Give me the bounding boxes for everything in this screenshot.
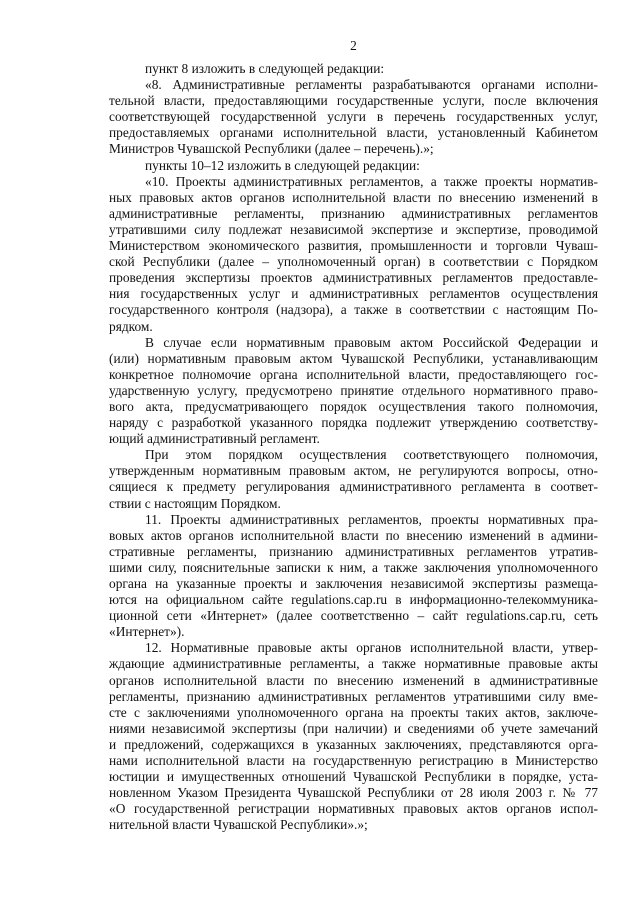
text-line: 11. Проекты административных регламентов, проекты нормативных пра- <box>145 511 598 527</box>
text-line: сте с заключениями уполномоченного органа на проекты таких актов, заключе- <box>109 704 598 720</box>
text-line: тельной власти, предоставляющими государственные услуги, после включения <box>109 93 598 109</box>
text-line: «8. Административные регламенты разрабатываются органами исполни- <box>145 77 598 93</box>
text-line: новленном Указом Президента Чувашской Республики от 28 июля 2003 г. № 77 <box>109 785 598 801</box>
text-line: сящиеся к предмету регулирования административного регламента в соответ- <box>109 479 598 495</box>
text-line: ударственную услугу, предусмотрено принятие отдельного нормативного право- <box>109 382 598 398</box>
document-body <box>109 61 598 834</box>
text-line: «Интернет»). <box>109 624 185 640</box>
text-line: вовых актов органов исполнительной власти по внесению изменений в админи- <box>109 527 598 543</box>
text-line: пункты 10–12 изложить в следующей редакции: <box>145 157 420 173</box>
text-line: конкретное полномочие органа исполнительной власти, предоставляющего гос- <box>109 366 598 382</box>
text-line: административные регламенты, признанию административных регламентов <box>109 205 598 221</box>
text-line: «10. Проекты административных регламентов, а также проекты норматив- <box>145 173 598 189</box>
text-line: Министров Чувашской Республики (далее – перечень).»; <box>109 141 434 157</box>
text-line: стративные регламенты, признанию административных регламентов утратив- <box>109 543 598 559</box>
text-line: ния государственных услуг и административных регламентов осуществления <box>109 286 598 302</box>
text-line: ской Республики (далее – уполномоченный орган) в соответствии с Порядком <box>109 254 598 270</box>
text-line: ждающие административные регламенты, а также нормативные правовые акты <box>109 656 598 672</box>
page-number: 2 <box>350 38 357 53</box>
text-line: ются на официальном сайте regulations.cap.ru в информационно-телекоммуника- <box>109 592 598 608</box>
text-line: ных правовых актов органов исполнительной власти по внесению изменений в <box>109 189 598 205</box>
text-line: государственного контроля (надзора), а также в соответствии с настоящим По- <box>109 302 598 318</box>
text-line: органов исполнительной власти по внесению изменений в административные <box>109 672 598 688</box>
text-line: органа на указанные проекты и заключения независимой экспертизы размеща- <box>109 576 598 591</box>
text-line: ствии с настоящим Порядком. <box>109 495 281 511</box>
text-line: рядком. <box>109 318 153 334</box>
text-line: регламенты, признанию административных регламентов утратившими силу вме- <box>109 688 598 704</box>
text-line: (или) нормативным правовым актом Чувашской Республики, устанавливающим <box>109 350 598 366</box>
text-line: ющий административный регламент. <box>109 431 320 447</box>
document-page <box>109 0 598 905</box>
text-line: 12. Нормативные правовые акты органов исполнительной власти, утвер- <box>145 640 598 656</box>
text-line: наряду с разработкой указанного порядка подлежит утверждению соответству- <box>109 415 598 431</box>
text-line: предоставляемых органами исполнительной власти, установленный Кабинетом <box>109 125 598 141</box>
text-line: юстиции и имущественных отношений Чувашской Республики в порядке, уста- <box>109 769 598 785</box>
text-line: ниями независимой экспертизы (при наличии) и сведениями об учете замечаний <box>109 720 598 736</box>
text-line: нительной власти Чувашской Республики».»; <box>109 817 368 833</box>
text-line: и предложений, содержащихся в указанных заключениях, представляются орга- <box>109 736 598 752</box>
text-line: проведения экспертизы проектов административных регламентов предоставле- <box>109 270 598 286</box>
text-line: нами исполнительной власти на государственную регистрацию в Министерство <box>109 753 598 769</box>
text-line: «О государственной регистрации нормативных правовых актов органов испол- <box>109 801 598 817</box>
text-line: В случае если нормативным правовым актом Российской Федерации и <box>145 334 598 350</box>
text-line: утратившими силу подлежат независимой экспертизе и экспертизе, проводимой <box>109 221 598 237</box>
text-line: ционной сети «Интернет» (далее соответственно – сайт regulations.cap.ru, сеть <box>109 608 598 624</box>
text-line: При этом порядком осуществления соответствующего полномочия, <box>145 447 598 463</box>
text-line: вого акта, предусматривающего порядок осуществления такого полномочия, <box>109 398 598 414</box>
text-line: пункт 8 изложить в следующей редакции: <box>145 61 385 76</box>
text-line: Министерством экономического развития, промышленности и торговли Чуваш- <box>109 238 598 254</box>
text-line: утвержденным нормативным правовым актом, не регулируются вопросы, отно- <box>109 463 598 479</box>
text-line: соответствующей государственной услуги в перечень государственных услуг, <box>109 109 598 125</box>
text-line: шими силу, пояснительные записки к ним, а также заключения уполномоченного <box>109 559 598 575</box>
